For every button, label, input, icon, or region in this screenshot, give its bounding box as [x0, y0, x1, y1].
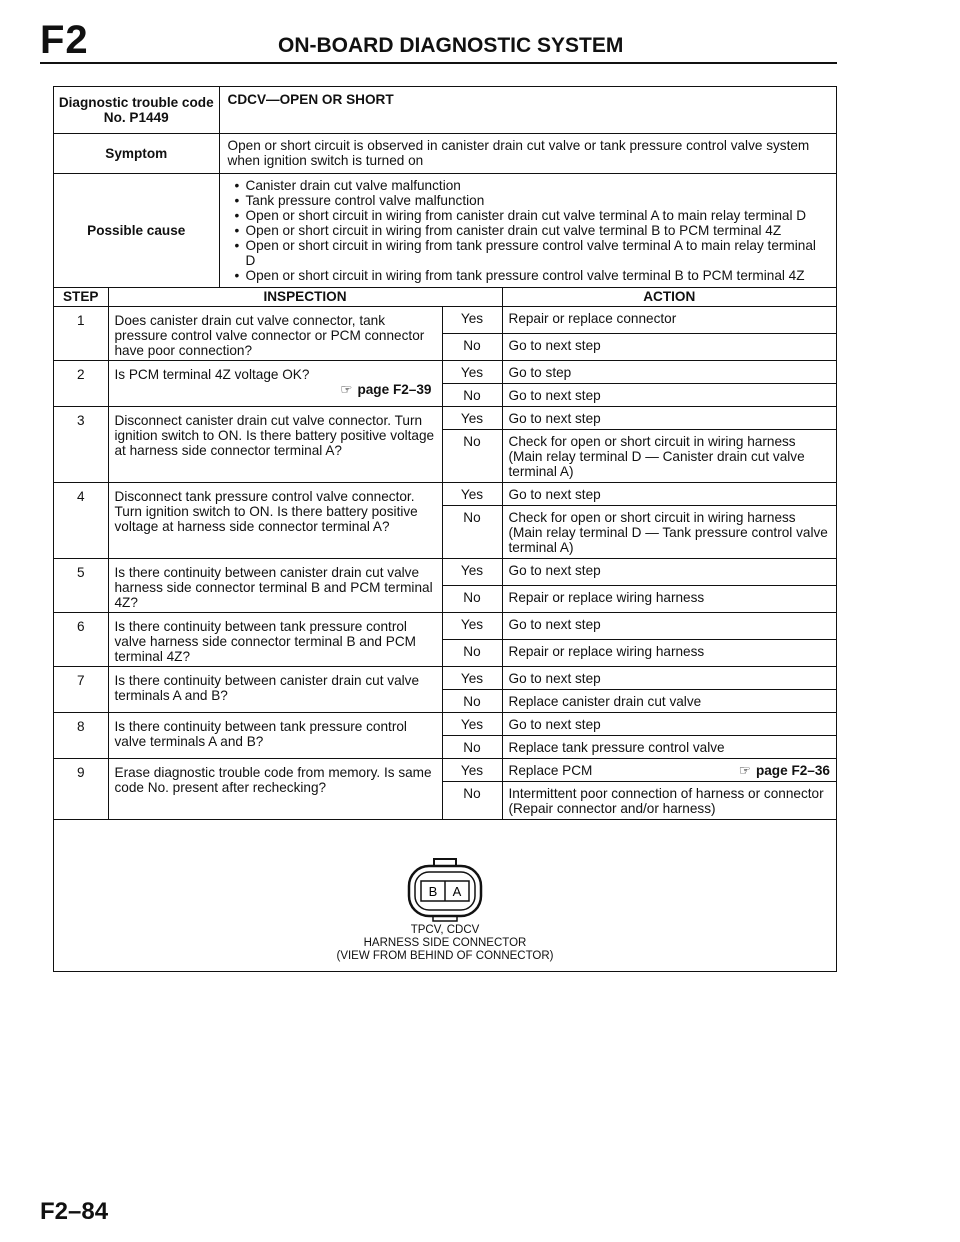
step-number: 9	[54, 758, 108, 819]
cause-list	[228, 178, 829, 283]
yes-action	[502, 666, 836, 689]
no-label: No	[442, 585, 502, 612]
col-inspection: INSPECTION	[108, 287, 502, 306]
yes-label: Yes	[442, 360, 502, 383]
step-row	[54, 482, 836, 505]
step-inspection	[108, 758, 442, 819]
cause-label: Possible cause	[54, 173, 219, 287]
no-action: Go to next step	[502, 383, 836, 406]
info-table	[54, 87, 836, 288]
yes-action-text: Go to next step	[508, 616, 601, 632]
reference-hand-icon: ☞	[738, 762, 751, 778]
col-step: STEP	[54, 287, 108, 306]
no-action: Replace canister drain cut valve	[502, 689, 836, 712]
yes-label: Yes	[442, 712, 502, 735]
no-action: Repair or replace wiring harness	[502, 585, 836, 612]
yes-label: Yes	[442, 758, 502, 781]
yes-action	[502, 360, 836, 383]
header-divider	[40, 62, 837, 64]
no-label: No	[442, 429, 502, 482]
terminal-a-label: A	[452, 884, 462, 899]
no-action: Intermittent poor connection of harness or connector (Repair connector and/or harness)	[502, 781, 836, 819]
step-row	[54, 612, 836, 639]
yes-action	[502, 612, 836, 639]
page-title: ON-BOARD DIAGNOSTIC SYSTEM	[278, 34, 624, 57]
steps-column-header	[54, 287, 836, 306]
yes-label: Yes	[442, 666, 502, 689]
yes-page-ref	[739, 763, 830, 778]
yes-action	[502, 306, 836, 333]
harness-connector-illustration	[400, 858, 490, 922]
step-number: 6	[54, 612, 108, 666]
inspection-text: Is there continuity between tank pressure control valve harness side connector terminal B and PCM terminal 4Z?	[114, 618, 416, 664]
inspection-page-ref	[115, 382, 436, 397]
cause-item: • Tank pressure control valve malfunction	[246, 193, 829, 208]
step-number: 3	[54, 406, 108, 482]
yes-label: Yes	[442, 612, 502, 639]
inspection-text: Is there continuity between canister drain cut valve terminals A and B?	[114, 672, 420, 703]
step-number: 7	[54, 666, 108, 712]
step-row	[54, 406, 836, 429]
yes-ref-text: page F2–36	[755, 762, 830, 778]
yes-action-text: Replace PCM	[508, 762, 593, 778]
yes-action-text: Go to step	[508, 364, 572, 380]
inspection-text: Does canister drain cut valve connector, tank pressure control valve connector or PCM connector have poor connection?	[114, 312, 425, 358]
no-label: No	[442, 333, 502, 360]
no-label: No	[442, 639, 502, 666]
no-label: No	[442, 735, 502, 758]
cause-item: • Canister drain cut valve malfunction	[246, 178, 829, 193]
steps-table	[54, 287, 836, 820]
step-row	[54, 360, 836, 383]
step-row	[54, 666, 836, 689]
no-label: No	[442, 505, 502, 558]
step-inspection	[108, 712, 442, 758]
connector-diagram	[54, 858, 836, 963]
yes-action	[502, 712, 836, 735]
yes-action	[502, 758, 836, 781]
step-inspection	[108, 612, 442, 666]
inspection-text: Is there continuity between canister drain cut valve harness side connector terminal B and PCM terminal 4Z?	[114, 564, 433, 610]
yes-action-text: Go to next step	[508, 486, 601, 502]
col-action: ACTION	[502, 287, 836, 306]
inspection-text: Is there continuity between tank pressure control valve terminals A and B?	[114, 718, 407, 749]
cause-row	[54, 173, 836, 287]
symptom-value: Open or short circuit is observed in canister drain cut valve or tank pressure control valve system when ignition switch is turned on	[219, 133, 836, 173]
inspection-text: Is PCM terminal 4Z voltage OK?	[114, 366, 310, 382]
symptom-label: Symptom	[54, 133, 219, 173]
step-number: 8	[54, 712, 108, 758]
cause-item: • Open or short circuit in wiring from tank pressure control valve terminal A to main relay terminal D	[246, 238, 829, 268]
diagram-caption-line3: (VIEW FROM BEHIND OF CONNECTOR)	[336, 950, 554, 962]
step-inspection	[108, 666, 442, 712]
step-row	[54, 712, 836, 735]
diagram-caption-line2: HARNESS SIDE CONNECTOR	[363, 937, 527, 949]
step-inspection	[108, 406, 442, 482]
no-action: Check for open or short circuit in wiring harness (Main relay terminal D — Canister drain cut valve terminal A)	[502, 429, 836, 482]
yes-label: Yes	[442, 406, 502, 429]
step-row	[54, 758, 836, 781]
yes-action	[502, 482, 836, 505]
no-label: No	[442, 781, 502, 819]
no-label: No	[442, 383, 502, 406]
dtc-label: Diagnostic trouble code No. P1449	[54, 87, 219, 133]
inspection-text: Disconnect canister drain cut valve connector. Turn ignition switch to ON. Is there battery positive voltage at harness side connector terminal A?	[114, 412, 435, 458]
cause-list-cell	[219, 173, 836, 287]
reference-hand-icon: ☞	[340, 381, 353, 397]
terminal-b-label: B	[428, 884, 438, 899]
cause-item: • Open or short circuit in wiring from tank pressure control valve terminal B to PCM terminal 4Z	[246, 268, 829, 283]
no-action: Replace tank pressure control valve	[502, 735, 836, 758]
yes-action-text: Go to next step	[508, 410, 601, 426]
inspection-ref-text: page F2–39	[357, 381, 432, 397]
steps-body	[54, 306, 836, 819]
no-action: Repair or replace wiring harness	[502, 639, 836, 666]
step-inspection	[108, 306, 442, 360]
yes-action-text: Go to next step	[508, 562, 601, 578]
section-code: F2	[40, 18, 89, 62]
page-number: F2–84	[40, 1198, 109, 1225]
no-action: Check for open or short circuit in wiring harness (Main relay terminal D — Tank pressure control valve terminal A)	[502, 505, 836, 558]
yes-label: Yes	[442, 558, 502, 585]
step-inspection	[108, 482, 442, 558]
dtc-row	[54, 87, 836, 133]
no-label: No	[442, 689, 502, 712]
step-inspection	[108, 558, 442, 612]
yes-action-text: Go to next step	[508, 716, 601, 732]
step-row	[54, 306, 836, 333]
step-number: 2	[54, 360, 108, 406]
yes-label: Yes	[442, 306, 502, 333]
cause-item: • Open or short circuit in wiring from canister drain cut valve terminal A to main relay terminal D	[246, 208, 829, 223]
no-action: Go to next step	[502, 333, 836, 360]
inspection-text: Disconnect tank pressure control valve connector. Turn ignition switch to ON. Is there battery positive voltage at harness side connector terminal A?	[114, 488, 418, 534]
step-inspection	[108, 360, 442, 406]
step-number: 4	[54, 482, 108, 558]
inspection-text: Erase diagnostic trouble code from memory. Is same code No. present after rechecking?	[114, 764, 432, 795]
yes-action-text: Go to next step	[508, 670, 601, 686]
step-number: 5	[54, 558, 108, 612]
symptom-row	[54, 133, 836, 173]
step-number: 1	[54, 306, 108, 360]
yes-action-text: Repair or replace connector	[508, 310, 677, 326]
step-row	[54, 558, 836, 585]
yes-label: Yes	[442, 482, 502, 505]
dtc-value: CDCV—OPEN OR SHORT	[219, 87, 836, 133]
diagnostic-sheet	[53, 86, 837, 972]
yes-action	[502, 406, 836, 429]
diagram-caption-line1: TPCV, CDCV	[410, 924, 480, 936]
yes-action	[502, 558, 836, 585]
cause-item: • Open or short circuit in wiring from canister drain cut valve terminal B to PCM terminal 4Z	[246, 223, 829, 238]
